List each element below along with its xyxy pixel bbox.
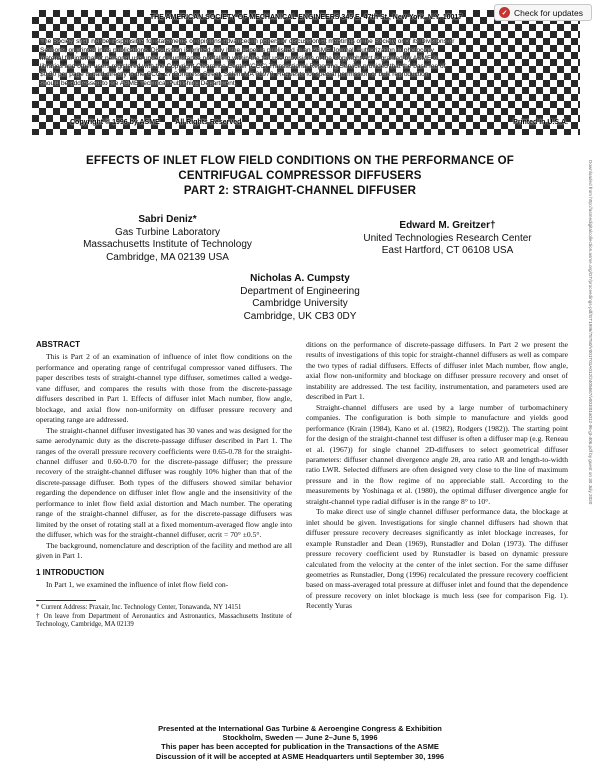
check-for-updates-button[interactable] [494, 4, 592, 21]
author-name: Sabri Deniz* [138, 214, 197, 225]
banner-line: Sections, or printed in its publications. Discussion is printed only if the paper is published in an ASME Journal. Authorization to photocopy [40, 46, 434, 54]
paper-title-line-1: EFFECTS OF INLET FLOW FIELD CONDITIONS ON THE PERFORMANCE OF [86, 155, 514, 167]
download-watermark: Downloaded from http://asmedigitalcollection.asme.org/GT/proceedings-pdf/GT1996/78750/V001T01A012/2405667/v001t01a012-96-gt-406.pdf by guest on 30 July 2020 [588, 160, 593, 505]
footer-line: Discussion of it will be accepted at ASME Headquarters until September 30, 1996 [155, 751, 445, 761]
author-name: Nicholas A. Cumpsty [250, 273, 350, 284]
footnote: † On leave from Department of Aeronautics and Astronautics, Massachusetts Institute of Technology, Cambridge, MA 02139 [36, 612, 292, 629]
author-name: Edward M. Greitzer† [399, 220, 496, 231]
banner-printed: Printed in U.S.A. [513, 118, 568, 126]
author-affiliation: Massachusetts Institute of Technology [83, 239, 252, 250]
paper-title-line-3: PART 2: STRAIGHT-CHANNEL DIFFUSER [183, 185, 417, 197]
author-address: Cambridge, MA 02139 USA [106, 251, 229, 263]
body-paragraph: To make direct use of single channel diffuser performance data, the blockage at inlet should be given. Investigations for single channel diffusers had shown that diffuser pressure recovery decreases significantly as inlet blockage increases, for example Runstadler and Dean (1969), Runstadler and Dolan (1973). The diffuser pressure recovery coefficient used by Runstadler is based on dynamic pressure calculated from the velocity at the center of the inlet section. For the same diffuser geometries as Runstadler, Dong (1996) recalculated the pressure recovery coefficient based on mass-averaged total pressure at diffuser inlet and found that the dependence of pressure recovery on inlet blockage is much less (see for comparison Fig. 1). Recently Yuras [306, 507, 568, 611]
author-affiliation: Department of Engineering [240, 285, 360, 297]
body-paragraph: ditions on the performance of discrete-passage diffusers. In Part 2 we present the results of investigations of this topic for straight-channel diffusers as well as compare the two types of radial diffusers. Effects of diffuser inlet Mach number, flow angle, axial flow non-uniformity and blockage on diffuser pressure recovery and onset of instability are addressed. The test facility, instrumentation, and parameters used are described in Part 1. [306, 340, 568, 402]
right-column [306, 340, 568, 612]
abstract-paragraph: This is Part 2 of an examination of influence of inlet flow conditions on the performance and operating range of centrifugal compressor vaned diffusers. The paper describes tests of straight-channel type diffuser, sometimes called a wedge-vane diffuser, and compares the results with those from the discrete-passage diffusers described in Part 1. Effects of diffuser inlet Mach number, flow angle, blockage, and axial flow non-uniformity on diffuser pressure recovery and operating range are addressed. [36, 352, 292, 425]
footnote: * Current Address: Praxair, Inc. Technology Center, Tonawanda, NY 14151 [36, 604, 242, 612]
banner-header: THE AMERICAN SOCIETY OF MECHANICAL ENGINEERS 345 E. 47th St., New York, N.Y. 10017 [149, 14, 463, 21]
update-icon: ✓ [499, 7, 510, 18]
author-block-2 [335, 214, 560, 258]
author-address: Cambridge, UK CB3 0DY [243, 310, 357, 322]
check-for-updates-label: Check for updates [514, 7, 583, 18]
footer-line: Presented at the International Gas Turbine & Aeroengine Congress & Exhibition [158, 724, 442, 733]
author-block-3 [190, 273, 410, 323]
author-block-1 [60, 214, 275, 264]
abstract-heading: ABSTRACT [36, 340, 80, 349]
author-affiliation: Gas Turbine Laboratory [114, 226, 221, 238]
author-affiliation: Cambridge University [252, 298, 348, 309]
banner-copyright: Copyright © 1996 by ASME All Rights Reserved [70, 118, 242, 126]
paper-title-line-2: CENTRIFUGAL COMPRESSOR DIFFUSERS [178, 170, 422, 182]
banner-line: should be addressed to the ASME Technical Publishing Department. [40, 79, 237, 87]
footnote-rule [36, 600, 96, 601]
banner-line: The Society shall not be responsible for statements or opinions advanced in papers or discussion at meetings of the Society or of its Divisions or [40, 38, 455, 46]
abstract-paragraph: The straight-channel diffuser investigated has 30 vanes and was designed for the same aerodynamic duty as the discrete-passage diffuser described in Part 1. The ranges of the overall pressure recovery coefficients were 0.65-0.78 for the straight-channel diffuser and 0.60-0.70 for the discrete-passage diffuser; the pressure recovery of the straight-channel diffuser was roughly 10% higher than that of the discrete-passage diffuser. Both types of the diffusers showed similar behavior regarding the dependence on diffuser inlet flow angle and the insensitivity of the performance to inlet flow field axial distortion and Mach number. The operating range of the straight-channel diffuser, as for the discrete-passage diffusers was limited by the onset of rotating stall at a fixed momentum-averaged flow angle into the diffuser, which was for the straight-channel diffuser, αcrit = 70° ±0.5°. [36, 425, 292, 540]
author-affiliation: United Technologies Research Center [363, 232, 532, 244]
introduction-heading: 1 INTRODUCTION [36, 567, 104, 577]
footer-line: Stockholm, Sweden — June 2–June 5, 1996 [222, 733, 378, 743]
body-paragraph: Straight-channel diffusers are used by a large number of turbomachinery companies. The configuration is both simple to manufacture and yields good performance (Krain (1984), Kano et al. (1982), Rodgers (1982)). The starting point for the design of the straight-channel test diffuser is often a diffuser map (e.g. Reneau et al. (1967)) for single channel 2D-diffusers to select geometrical diffuser parameters: diffuser channel divergence angle 2θ, area ratio AR and length-to-width ratio LWR. Selected diffusers are often designed very close to the line of maximum pressure and in the flow regime of no appreciable stall. According to the measurements by Yoshinaga et al. (1980), the optimal diffuser divergence angle for straight-channel type radial diffuser is in the range 8° to 10°. [306, 402, 568, 506]
footer-line: This paper has been accepted for publication in the Transactions of the ASME [161, 742, 439, 752]
intro-paragraph: In Part 1, we examined the influence of inlet flow field con- [46, 579, 229, 589]
banner-line: $0.30 per page is paid directly to the CCC, 27 Congress Street, Salem MA 01970. Requests for special permission or bulk reproduction [40, 71, 429, 79]
asme-banner [40, 14, 572, 129]
author-address: East Hartford, CT 06108 USA [381, 245, 514, 256]
abstract-paragraph: The background, nomenclature and description of the facility and method are all given in Part 1. [36, 540, 292, 561]
banner-line: material for internal or personal use under circumstance not falling within the fair use provisions of the Copyright Act is granted by ASME to [40, 54, 439, 62]
left-column [36, 340, 292, 630]
banner-line: libraries and other users registered with the Copyright Clearance Center (CCC) Transactional Reporting Service provided that the base fee of [40, 63, 446, 71]
conference-footer [60, 724, 540, 761]
